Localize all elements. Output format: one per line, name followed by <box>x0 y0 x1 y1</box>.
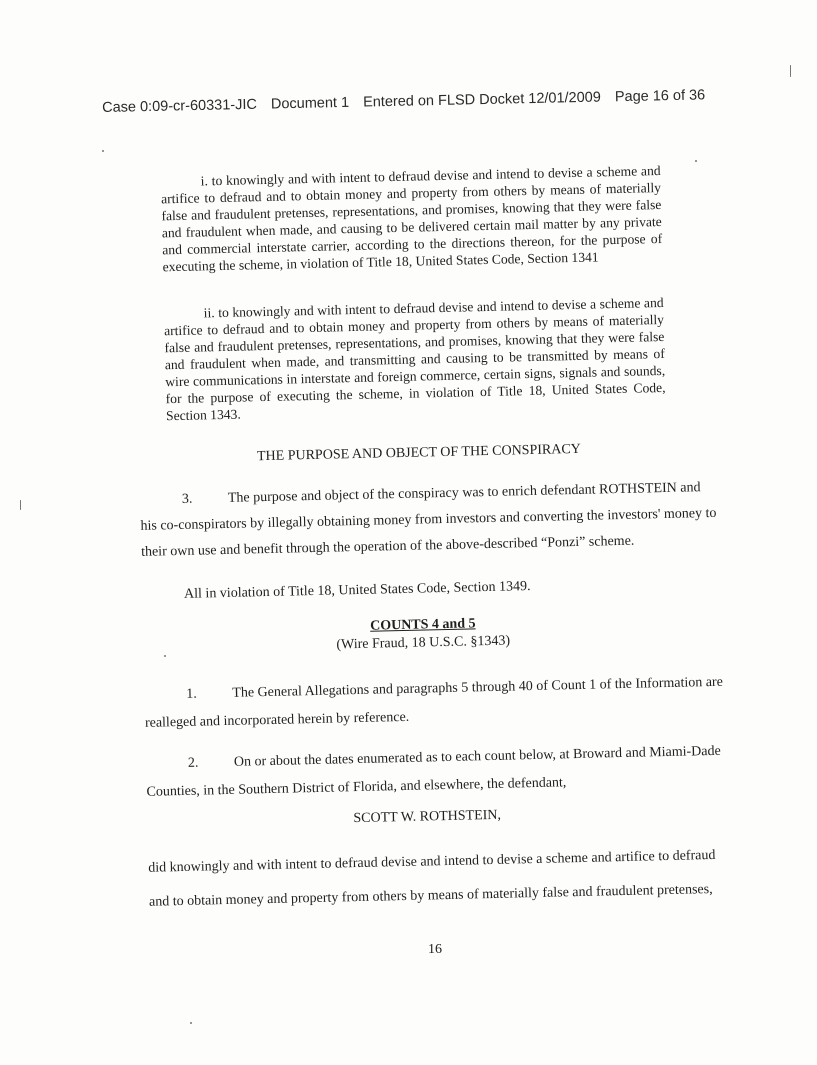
purpose-heading: THE PURPOSE AND OBJECT OF THE CONSPIRACY <box>256 441 582 465</box>
page-count: Page 16 of 36 <box>614 87 706 106</box>
counts-subheading: (Wire Fraud, 18 U.S.C. §1343) <box>336 633 511 653</box>
counts-heading: COUNTS 4 and 5 <box>369 616 476 634</box>
paragraph-3: 3. The purpose and object of the conspiracy was to enrich defendant ROTHSTEIN and his co-conspirators by illegally obtaining money from investors and converting the investors' money to their own use and benefit through the operation of the above-described “Ponzi” scheme. <box>140 480 717 560</box>
violation-line: All in violation of Title 18, United States Code, Section 1349. <box>183 579 531 602</box>
subparagraph-i: i. to knowingly and with intent to defraud devise and intend to devise a scheme and artifice to defraud and to obtain money and property from others by means of materially false and fraudulent pretenses, representations, and promises, knowing that they were false and fraudulent when made, and causing to be delivered certain mail matter by any private and commercial interstate carrier, according to the directions thereon, for the purpose of executing the scheme, in violation of Title 18, United States Code, Section 1341 <box>160 163 663 275</box>
scan-speck <box>102 150 104 152</box>
scan-speck <box>164 655 166 657</box>
docket-entry: Entered on FLSD Docket 12/01/2009 <box>362 89 602 111</box>
case-number: Case 0:09-cr-60331-JIC <box>102 96 258 116</box>
scan-speck <box>190 1022 192 1024</box>
defendant-name: SCOTT W. ROTHSTEIN, <box>353 807 502 827</box>
paragraph-2: 2. On or about the dates enumerated as to each count below, at Broward and Miami-Dade Counties, in the Southern District of Florida, and elsewhere, the defendant, <box>146 743 721 800</box>
final-paragraph: did knowingly and with intent to defraud devise and intend to devise a scheme and artifice to defraud and to obtain money and property from others by means of materially false and fraudulent pretenses, <box>148 847 716 910</box>
scan-speck <box>790 65 791 77</box>
scan-speck <box>695 160 697 162</box>
document-number: Document 1 <box>270 94 350 113</box>
paragraph-1: 1. The General Allegations and paragraphs 5 through 40 of Count 1 of the Information are realleged and incorporated herein by reference. <box>144 674 724 731</box>
scan-speck <box>20 500 21 510</box>
subparagraph-ii: ii. to knowingly and with intent to defraud devise and intend to devise a scheme and artifice to defraud and to obtain money and property from others by means of materially false and fraudulent pretenses, representations, and promises, knowing that they were false and fraudulent when made, and transmitting and causing to be transmitted by means of wire communications in interstate and foreign commerce, certain signs, signals and sounds, for the purpose of executing the scheme, in violation of Title 18, United States Code, Section 1343. <box>163 294 666 424</box>
page-number: 16 <box>428 942 442 957</box>
